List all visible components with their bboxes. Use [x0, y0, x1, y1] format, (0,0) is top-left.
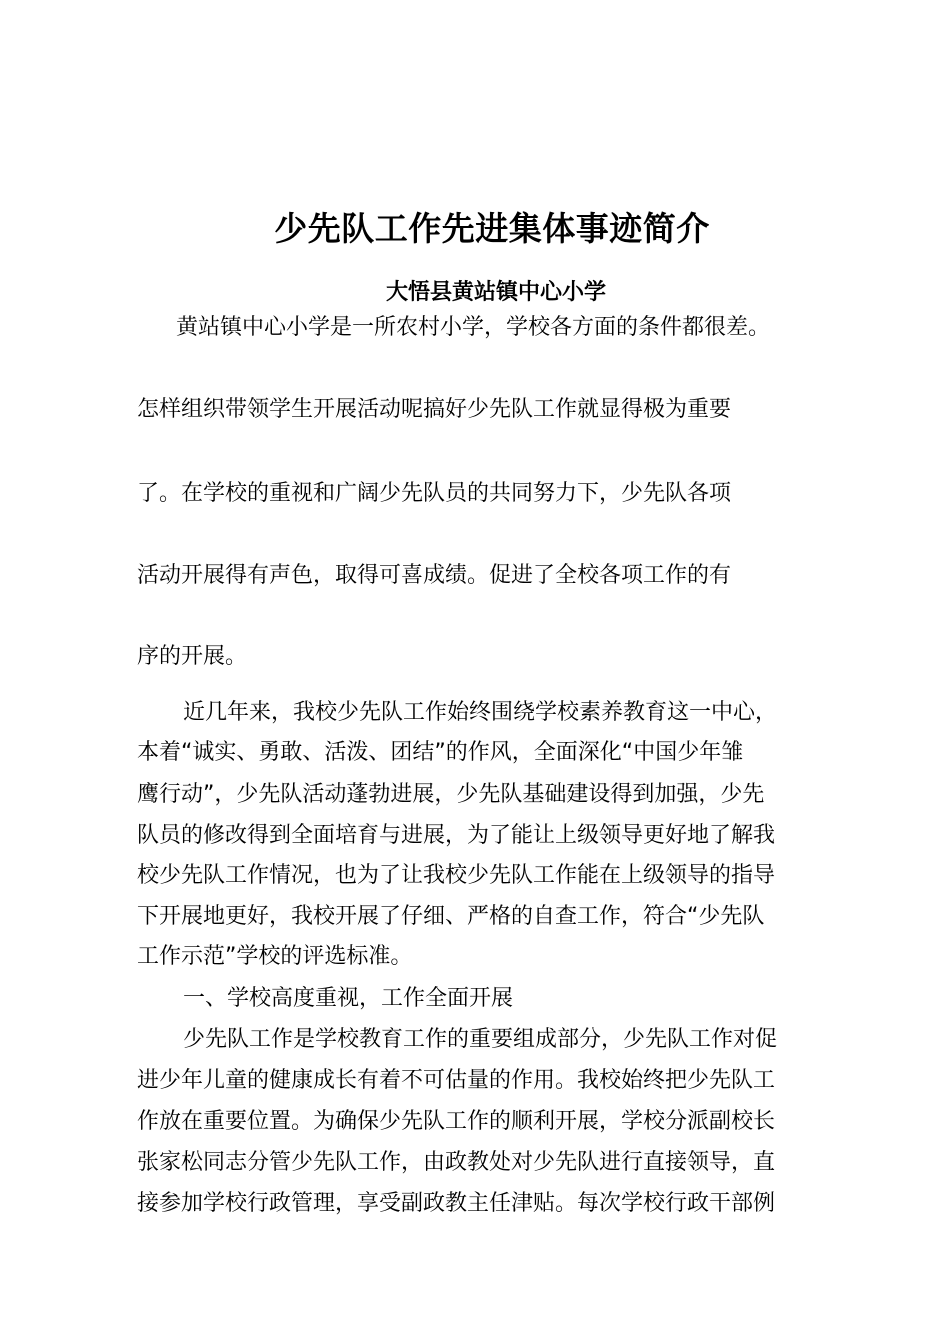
paragraph-3-line: 进少年儿童的健康成长有着不可估量的作用。我校始终把少先队工	[137, 1068, 776, 1093]
paragraph-2-line: 工作示范”学校的评选标准。	[137, 944, 413, 969]
paragraph-3-line: 作放在重要位置。为确保少先队工作的顺利开展，学校分派副校长	[137, 1109, 776, 1134]
paragraph-2-line: 本着“诚实、勇敢、活泼、团结”的作风，全面深化“中国少年雏	[137, 740, 744, 765]
section-heading: 一、学校高度重视，工作全面开展	[183, 986, 514, 1011]
paragraph-3-line: 张家松同志分管少先队工作，由政教处对少先队进行直接领导，直	[137, 1150, 776, 1175]
paragraph-2-line: 队员的修改得到全面培育与进展，为了能让上级领导更好地了解我	[137, 823, 776, 848]
paragraph-3-line: 少先队工作是学校教育工作的重要组成部分，少先队工作对促	[183, 1027, 778, 1052]
paragraph-1-line: 活动开展得有声色，取得可喜成绩。促进了全校各项工作的有	[137, 563, 732, 588]
paragraph-3-line: 接参加学校行政管理，享受副政教主任津贴。每次学校行政干部例	[137, 1191, 776, 1216]
paragraph-2-line: 下开展地更好，我校开展了仔细、严格的自查工作，符合“少先队	[137, 904, 765, 929]
document-title: 少先队工作先进集体事迹简介	[274, 209, 710, 248]
paragraph-1-line: 了。在学校的重视和广阔少先队员的共同努力下，少先队各项	[137, 481, 732, 506]
paragraph-1-line: 黄站镇中心小学是一所农村小学，学校各方面的条件都很差。	[176, 315, 771, 340]
paragraph-2-line: 鹰行动”，少先队活动蓬勃进展，少先队基础建设得到加强，少先	[137, 782, 765, 807]
paragraph-1-line: 序的开展。	[137, 644, 248, 669]
document-author: 大悟县黄站镇中心小学	[386, 280, 607, 305]
paragraph-2-line: 近几年来，我校少先队工作始终围绕学校素养教育这一中心，	[183, 700, 778, 725]
paragraph-2-line: 校少先队工作情况，也为了让我校少先队工作能在上级领导的指导	[137, 863, 776, 888]
paragraph-1-line: 怎样组织带领学生开展活动呢搞好少先队工作就显得极为重要	[137, 397, 732, 422]
